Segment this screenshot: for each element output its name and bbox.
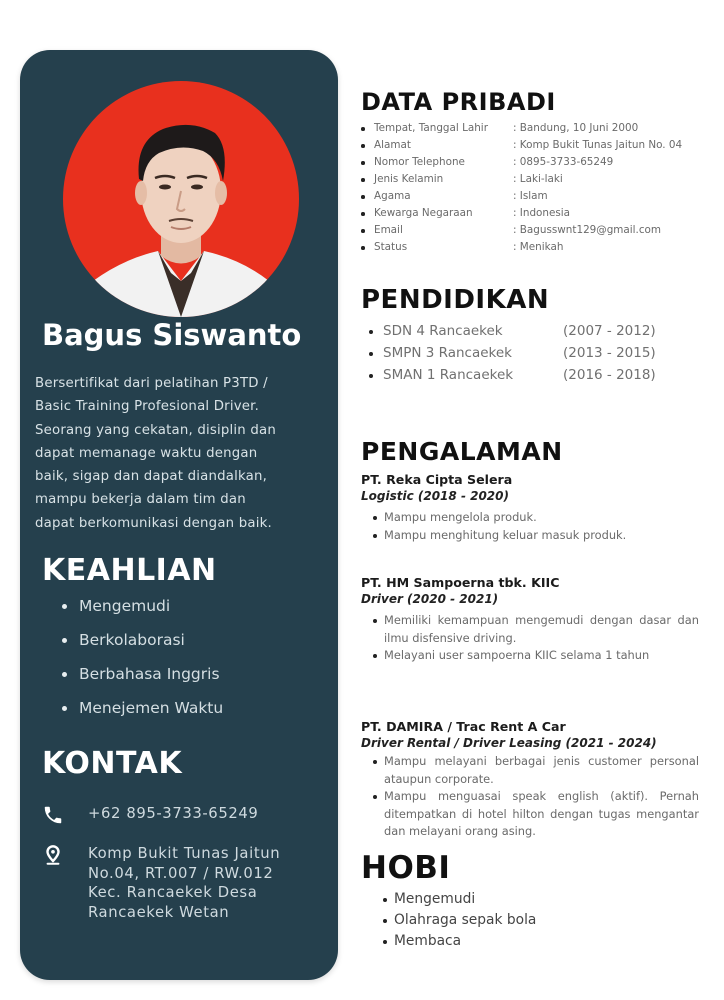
job-points [361,753,701,841]
summary-line: Basic Training Profesional Driver. [35,399,260,415]
personal-data-heading: DATA PRIBADI [361,88,556,116]
summary-line: Bersertifikat dari pelatihan P3TD / [35,376,268,391]
experience-entry [361,574,701,665]
job-points [361,509,701,544]
skill-item: Berbahasa Inggris [60,663,223,697]
field-value: : 0895-3733-65249 [513,156,614,168]
profile-sidebar [20,50,338,980]
personal-data-row [361,137,682,154]
field-value: : Islam [513,190,548,202]
company-name: PT. Reka Cipta Selera [361,472,513,487]
job-point: Memiliki kemampuan mengemudi dengan dasar dan ilmu disfensive driving. [361,612,699,647]
profile-summary [35,372,335,535]
field-value: : Komp Bukit Tunas Jaitun No. 04 [513,139,683,151]
phone-icon [38,804,68,830]
hobby-item: Membaca [361,931,536,952]
experience-entry [361,471,701,544]
address-line: Komp Bukit Tunas Jaitun [88,845,281,862]
contact-address [38,844,280,922]
field-value: : Indonesia [513,207,571,219]
contact-heading: KONTAK [42,746,183,781]
phone-number: +62 895-3733-65249 [88,805,259,822]
hobbies-heading: HOBI [361,850,451,886]
job-point: Mampu menguasai speak english (aktif). Pernah ditempatkan di hotel hilton dengan tugas mengantar dan melayani orang asing. [361,788,699,841]
summary-line: dapat berkomunikasi dengan baik. [35,515,272,531]
personal-data-row [361,222,682,239]
personal-data-row [361,120,682,137]
field-label: Kewarga Negaraan [374,207,473,219]
personal-data-row [361,188,682,205]
field-value: : Laki-laki [513,173,563,185]
location-pin-icon [38,844,68,870]
contact-phone [38,804,258,830]
field-value: : Menikah [513,241,564,253]
field-value: : Bandung, 10 Juni 2000 [513,122,639,134]
skills-heading: KEAHLIAN [42,553,217,588]
skills-list [60,595,223,731]
personal-data-row [361,171,682,188]
hobby-item: Olahraga sepak bola [361,910,536,931]
summary-line: baik, sigap dan dapat diandalkan, [35,469,268,485]
job-points [361,612,701,665]
field-label: Email [374,224,403,236]
address-line: Rancaekek Wetan [88,903,230,921]
field-label: Agama [374,190,411,202]
job-point: Mampu mengelola produk. [361,509,699,527]
summary-line: Seorang yang cekatan, disiplin dan [35,422,276,438]
job-point: Melayani user sampoerna KIIC selama 1 tahun [361,647,699,665]
field-label: Nomor Telephone [374,156,465,168]
hobby-item: Mengemudi [361,889,536,910]
address-line: Kec. Rancaekek Desa [88,884,258,901]
school-name: SMAN 1 Rancaekek [383,367,514,383]
hobbies-list [361,889,536,952]
profile-name: Bagus Siswanto [42,318,302,352]
skill-item: Mengemudi [60,595,223,629]
experience-entry [361,718,701,841]
address-line: No.04, RT.007 / RW.012 [88,864,274,882]
education-item [361,320,656,342]
skill-item: Berkolaborasi [60,629,223,663]
personal-data-row [361,205,682,222]
field-label: Tempat, Tanggal Lahir [374,122,488,134]
job-point: Mampu melayani berbagai jenis customer personal ataupun corporate. [361,753,699,788]
school-name: SDN 4 Rancaekek [383,323,503,339]
education-heading: PENDIDIKAN [361,285,550,315]
school-years: (2016 - 2018) [563,367,656,383]
job-role: Driver Rental / Driver Leasing (2021 - 2024) [361,736,657,750]
education-item [361,364,656,386]
job-role: Driver (2020 - 2021) [361,592,499,606]
person-portrait-icon [63,81,299,317]
field-value: : Bagusswnt129@gmail.com [513,224,662,236]
school-years: (2013 - 2015) [563,345,656,361]
school-years: (2007 - 2012) [563,323,656,339]
field-label: Jenis Kelamin [374,173,444,185]
school-name: SMPN 3 Rancaekek [383,345,513,361]
field-label: Alamat [374,139,411,151]
education-item [361,342,656,364]
experience-heading: PENGALAMAN [361,437,563,466]
job-role: Logistic (2018 - 2020) [361,489,509,503]
personal-data-row [361,154,682,171]
personal-data-row [361,239,682,256]
field-label: Status [374,241,408,253]
education-list [361,320,656,386]
job-point: Mampu menghitung keluar masuk produk. [361,527,699,545]
skill-item: Menejemen Waktu [60,697,223,731]
summary-line: dapat memanage waktu dengan [35,445,258,461]
profile-photo [63,81,299,317]
summary-line: mampu bekerja dalam tim dan [35,492,246,508]
company-name: PT. HM Sampoerna tbk. KIIC [361,575,560,590]
personal-data-list [361,120,682,256]
company-name: PT. DAMIRA / Trac Rent A Car [361,719,566,734]
